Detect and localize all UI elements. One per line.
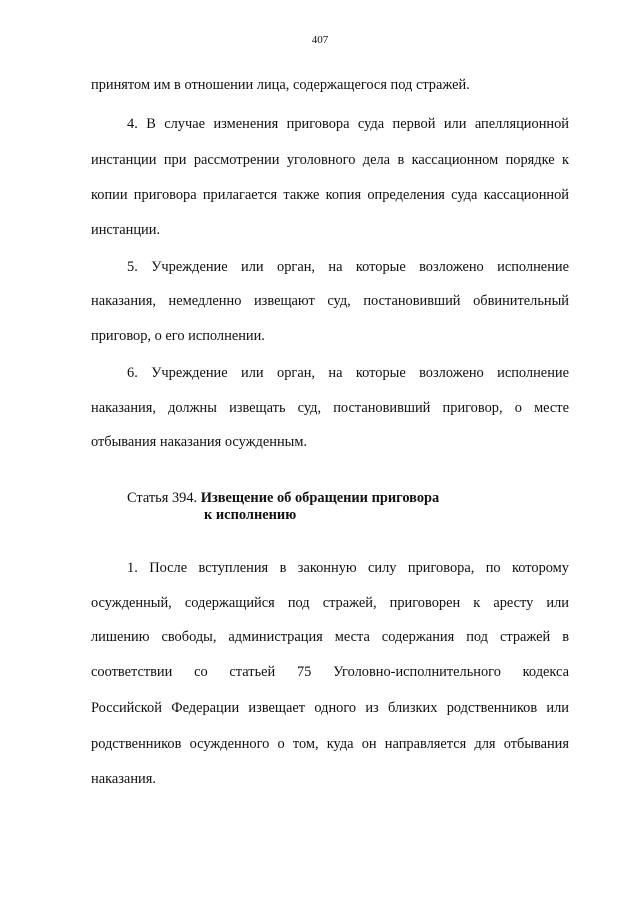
paragraph-line: лишению свободы, администрация места содержания под стражей в: [91, 629, 569, 645]
paragraph-line: принятом им в отношении лица, содержащегося под стражей.: [91, 77, 470, 93]
paragraph-line: родственников осужденного о том, куда он направляется для отбывания: [91, 736, 569, 752]
article-title-continued: к исполнению: [204, 507, 297, 523]
paragraph-line: приговор, о его исполнении.: [91, 328, 265, 344]
paragraph-line: 1. После вступления в законную силу приговора, по которому: [127, 560, 569, 576]
paragraph-line: 5. Учреждение или орган, на которые возложено исполнение: [127, 259, 569, 275]
article-heading: [127, 489, 439, 507]
article-label: Статья 394.: [127, 490, 198, 506]
paragraph-line: осужденный, содержащийся под стражей, приговорен к аресту или: [91, 595, 569, 611]
page-number: 407: [311, 34, 329, 46]
paragraph-line: 4. В случае изменения приговора суда первой или апелляционной: [127, 116, 569, 132]
article-heading-continued: [204, 506, 296, 524]
paragraph-line: копии приговора прилагается также копия определения суда кассационной: [91, 187, 569, 203]
article-title: Извещение об обращении приговора: [200, 490, 440, 506]
paragraph-line: отбывания наказания осужденным.: [91, 434, 308, 450]
paragraph-line: инстанции при рассмотрении уголовного дела в кассационном порядке к: [91, 152, 569, 168]
paragraph-line: наказания, должны извещать суд, постановивший приговор, о месте: [91, 400, 569, 416]
paragraph-line: соответствии со статьей 75 Уголовно-исполнительного кодекса: [91, 664, 569, 680]
paragraph-line: Российской Федерации извещает одного из близких родственников или: [91, 700, 569, 716]
paragraph-line: наказания.: [91, 771, 156, 787]
paragraph-line: 6. Учреждение или орган, на которые возложено исполнение: [127, 365, 569, 381]
paragraph-line: инстанции.: [91, 222, 161, 238]
paragraph-line: наказания, немедленно извещают суд, постановивший обвинительный: [91, 293, 569, 309]
